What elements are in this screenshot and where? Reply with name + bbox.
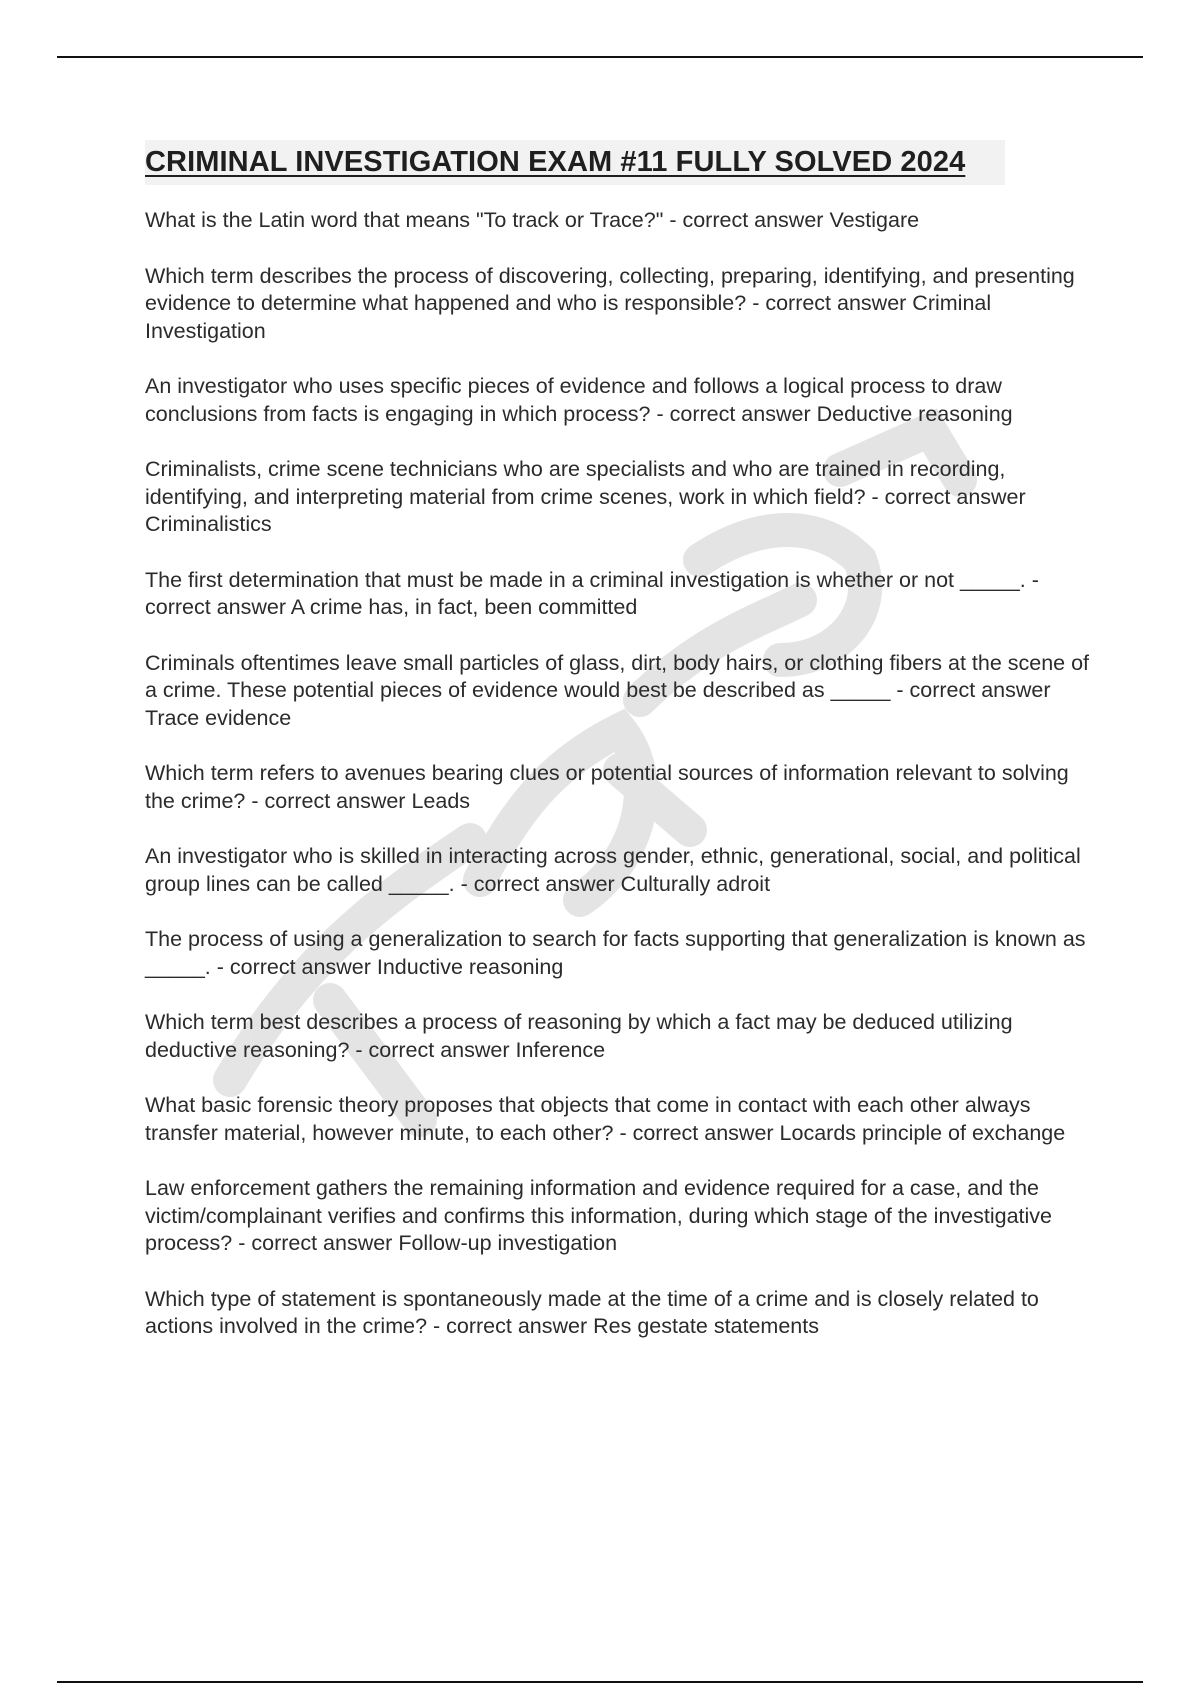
question-text: Law enforcement gathers the remaining information and evidence required for a case, and the victim/complainant verifies and confirms this information, during which stage of the investigative process? — [145, 1176, 1052, 1255]
answer-prefix: - correct answer — [232, 1231, 399, 1255]
answer-prefix: - correct answer — [613, 1120, 780, 1145]
qa-item — [145, 843, 1095, 898]
answer-prefix: - correct answer — [454, 871, 621, 896]
answer-text: Criminalistics — [145, 512, 272, 536]
question-text: What basic forensic theory proposes that objects that come in contact with each other always transfer material, however minute, to each other? — [145, 1093, 1031, 1145]
answer-text: Inductive reasoning — [376, 954, 564, 979]
answer-text: Culturally adroit — [620, 871, 771, 896]
answer-text: Criminal Investigation — [145, 291, 992, 343]
answer-text: Follow-up investigation — [398, 1231, 618, 1255]
answer-text: Trace evidence — [145, 705, 292, 730]
document-title: CRIMINAL INVESTIGATION EXAM #11 FULLY SOLVED 2024 — [145, 146, 966, 178]
qa-item — [145, 1175, 1095, 1258]
answer-text: Vestigare — [829, 208, 920, 232]
question-text: An investigator who is skilled in interacting across gender, ethnic, generational, social, and political group lines can be called _____. — [145, 844, 1081, 896]
question-text: Which type of statement is spontaneously made at the time of a crime and is closely related to actions involved in the crime? — [145, 1286, 1039, 1338]
question-text: Which term describes the process of discovering, collecting, preparing, identifying, and presenting evidence to determine what happened and who is responsible? — [145, 263, 1075, 315]
footer-rule — [57, 1681, 1143, 1683]
answer-prefix: - correct answer — [349, 1037, 516, 1062]
qa-item — [145, 1092, 1095, 1147]
qa-item — [145, 1009, 1095, 1064]
qa-item — [145, 760, 1095, 815]
answer-text: A crime has, in fact, been committed — [290, 595, 638, 619]
qa-item — [145, 373, 1095, 428]
qa-item — [145, 207, 1095, 235]
answer-prefix: - correct answer — [746, 291, 913, 315]
question-text: What is the Latin word that means "To track or Trace?" — [145, 208, 664, 232]
answer-prefix: - correct answer — [210, 954, 377, 979]
question-text: An investigator who uses specific pieces of evidence and follows a logical process to draw conclusions from facts is engaging in which process? — [145, 374, 1002, 426]
answer-text: Leads — [411, 788, 471, 813]
qa-item — [145, 650, 1095, 733]
qa-item — [145, 926, 1095, 981]
question-text: Which term refers to avenues bearing clues or potential sources of information relevant to solving the crime? — [145, 761, 1069, 813]
header-rule — [57, 56, 1143, 58]
question-text: The first determination that must be made in a criminal investigation is whether or not _____. — [145, 567, 1026, 592]
question-text: Criminals oftentimes leave small particles of glass, dirt, body hairs, or clothing fibers at the scene of a crime. These potential pieces of evidence would best be described as _____ — [145, 650, 1090, 702]
question-text: Criminalists, crime scene technicians who are specialists and who are trained in recording, identifying, and interpreting material from crime scenes, work in which field? — [145, 457, 1006, 509]
question-text: The process of using a generalization to search for facts supporting that generalization is known as _____. — [145, 927, 1086, 979]
document-body — [145, 140, 1095, 1369]
answer-prefix: - correct answer — [427, 1314, 594, 1338]
qa-item — [145, 1286, 1095, 1341]
qa-list — [145, 207, 1095, 1341]
answer-prefix: - correct answer — [145, 567, 1039, 619]
answer-prefix: - correct answer — [245, 788, 412, 813]
question-text: Which term best describes a process of reasoning by which a fact may be deduced utilizing deductive reasoning? — [145, 1010, 1013, 1062]
answer-prefix: - correct answer — [865, 484, 1026, 509]
title-band — [145, 140, 1005, 185]
answer-prefix: - correct answer — [650, 401, 817, 426]
answer-text: Res gestate statements — [593, 1314, 819, 1338]
answer-prefix: - correct answer — [663, 208, 830, 232]
qa-item — [145, 567, 1095, 622]
qa-item — [145, 263, 1095, 346]
answer-text: Locards principle of exchange — [779, 1120, 1066, 1145]
answer-text: Inference — [515, 1037, 606, 1062]
answer-text: Deductive reasoning — [816, 401, 1013, 426]
qa-item — [145, 456, 1095, 539]
answer-prefix: - correct answer — [890, 678, 1051, 702]
